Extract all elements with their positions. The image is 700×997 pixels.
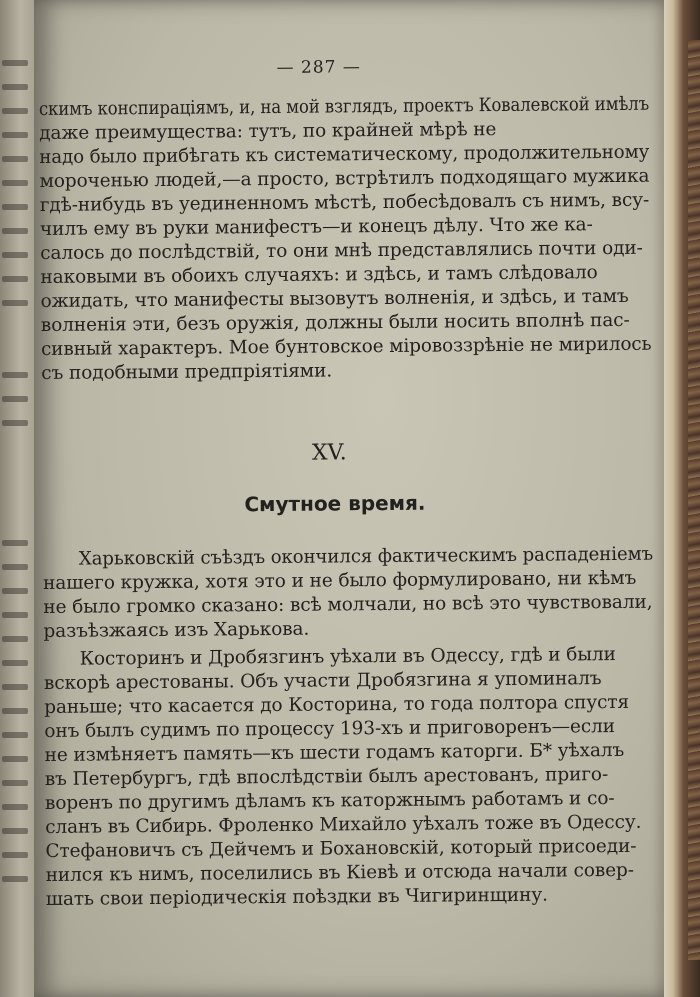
text-line: мороченью людей,—а просто, встрѣтилъ подходящаго мужика xyxy=(39,165,650,192)
page-number: — 287 — xyxy=(276,57,361,78)
text-line: Косторинъ и Дробязгинъ уѣхали въ Одессу, гдѣ и были xyxy=(79,643,616,670)
text-line: волненія эти, безъ оружія, должны были носить вполнѣ пас- xyxy=(40,309,630,336)
text-line: разъѣзжаясь изъ Харькова. xyxy=(43,618,310,642)
text-line: наковыми въ обоихъ случаяхъ: и здѣсь, и тамъ слѣдовало xyxy=(40,262,598,288)
text-line: не измѣняетъ память—къ шести годамъ каторги. Б* уѣхалъ xyxy=(44,739,625,766)
text-line: не было громко сказано: всѣ молчали, но всѣ это чувствовали, xyxy=(43,591,653,618)
chapter-number: XV. xyxy=(311,440,347,466)
chapter-title: Смутное время. xyxy=(244,490,426,517)
text-line: надо было прибѣгать къ систематическому, продолжительному xyxy=(39,141,650,168)
text-line: нился къ нимъ, поселились въ Кіевѣ и отсюда начали совер- xyxy=(45,859,634,886)
text-line: сланъ въ Сибирь. Фроленко Михайло уѣхалъ тоже въ Одессу. xyxy=(45,811,642,838)
text-line: даже преимущества: тутъ, по крайней мѣрѣ не xyxy=(39,119,497,144)
text-line: въ Петербургъ, гдѣ впослѣдствіи былъ арестованъ, приго- xyxy=(44,764,609,790)
book-page xyxy=(34,0,664,997)
text-line: онъ былъ судимъ по процессу 193-хъ и приговоренъ—если xyxy=(44,715,616,742)
text-line: вскорѣ арестованы. Объ участи Дробязгина я упоминалъ xyxy=(43,668,602,694)
text-line: воренъ по другимъ дѣламъ къ каторжнымъ работамъ и со- xyxy=(44,788,615,814)
text-line: гдѣ-нибудь въ уединенномъ мѣстѣ, побесѣдовалъ съ нимъ, всу- xyxy=(39,189,650,216)
text-line: Стефановичъ съ Дейчемъ и Бохановскій, который присоеди- xyxy=(45,835,637,862)
text-line: нашего кружка, хотя это и не было формулировано, ни кѣмъ xyxy=(43,567,637,594)
adjacent-page-edge xyxy=(0,0,34,997)
text-line: Харьковскій съѣздъ окончился фактическимъ распаденіемъ xyxy=(78,543,654,570)
text-line: шать свои періодическія поѣздки въ Чигиринщину. xyxy=(45,884,548,910)
text-line: ожидать, что манифесты вызовутъ волненія, и здѣсь, и тамъ xyxy=(40,285,629,312)
text-line: чилъ ему въ руки манифестъ—и конецъ дѣлу. Что же ка- xyxy=(39,214,593,240)
text-line: скимъ конспираціямъ, и, на мой взглядъ, проектъ Ковалевской имѣлъ xyxy=(38,93,650,120)
text-line: съ подобными предпріятіями. xyxy=(41,360,333,384)
marbled-edge xyxy=(688,40,700,960)
book-edge xyxy=(664,0,700,997)
text-line: сивный характеръ. Мое бунтовское міровоззрѣніе не мирилось xyxy=(40,333,652,360)
text-line: салось до послѣдствій, то они мнѣ представлялись почти оди- xyxy=(40,237,643,264)
text-line: раньше; что касается до Косторина, то года полтора спустя xyxy=(44,691,630,718)
